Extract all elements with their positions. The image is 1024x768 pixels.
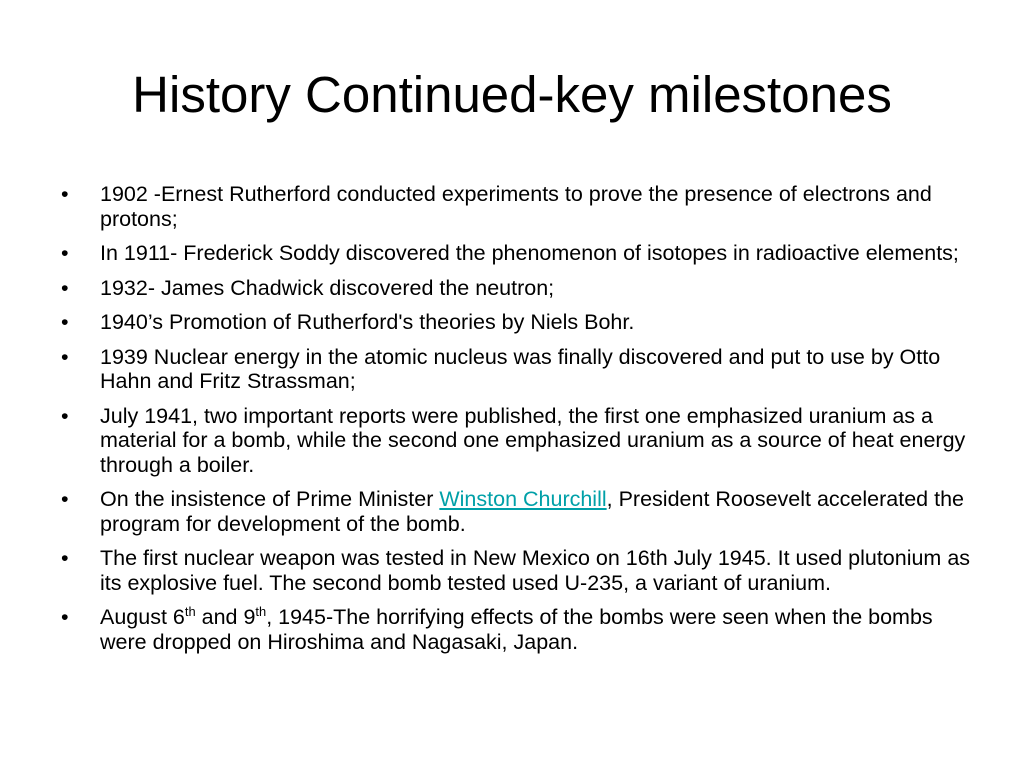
bullet-text: , President Roosevelt accelerated the program for development of the bomb.	[100, 487, 964, 536]
bullet-text: , 1945-The horrifying effects of the bombs were seen when the bombs were dropped on Hiroshima and Nagasaki, Japan.	[100, 605, 933, 654]
bullet-marker: •	[61, 403, 69, 428]
bullet-text: The first nuclear weapon was tested in New Mexico on 16th July 1945. It used plutonium as its explosive fuel. The second bomb tested used U-235, a variant of uranium.	[100, 546, 971, 595]
winston-churchill-link[interactable]: Winston Churchill	[439, 487, 607, 511]
slide-title: History Continued-key milestones	[132, 66, 892, 123]
bullet-marker: •	[61, 241, 69, 265]
bullet-item	[60, 345, 980, 394]
bullet-item	[60, 404, 980, 478]
bullet-list	[60, 182, 980, 664]
bullet-marker: •	[61, 344, 69, 369]
bullet-text: July 1941, two important reports were published, the first one emphasized uranium as a material for a bomb, while the second one emphasized uranium as a source of heat energy through a boiler.	[100, 403, 966, 477]
bullet-text: August 6	[100, 605, 185, 629]
bullet-marker: •	[61, 275, 69, 300]
bullet-marker: •	[61, 487, 69, 511]
bullet-text: 1932- James Chadwick discovered the neutron;	[100, 275, 555, 300]
bullet-marker: •	[61, 182, 69, 206]
bullet-marker: •	[61, 605, 69, 629]
bullet-text: 1939 Nuclear energy in the atomic nucleus was finally discovered and put to use by Otto Hahn and Fritz Strassman;	[100, 344, 941, 393]
bullet-text: 1940’s Promotion of Rutherford's theories by Niels Bohr.	[100, 310, 635, 334]
bullet-item	[60, 241, 980, 266]
bullet-text: In 1911- Frederick Soddy discovered the phenomenon of isotopes in radioactive elements;	[100, 241, 959, 265]
bullet-item	[60, 605, 980, 654]
bullet-item	[60, 487, 980, 536]
bullet-marker: •	[61, 310, 69, 334]
bullet-item	[60, 182, 980, 231]
bullet-text: On the insistence of Prime Minister	[100, 487, 440, 511]
ordinal-superscript: th	[184, 603, 196, 619]
bullet-item	[60, 276, 980, 301]
bullet-marker: •	[61, 546, 69, 570]
bullet-item	[60, 546, 980, 595]
bullet-text: 1902 -Ernest Rutherford conducted experiments to prove the presence of electrons and protons;	[100, 182, 932, 231]
ordinal-superscript: th	[255, 603, 267, 619]
bullet-item	[60, 310, 980, 335]
bullet-text: and 9	[195, 605, 256, 629]
